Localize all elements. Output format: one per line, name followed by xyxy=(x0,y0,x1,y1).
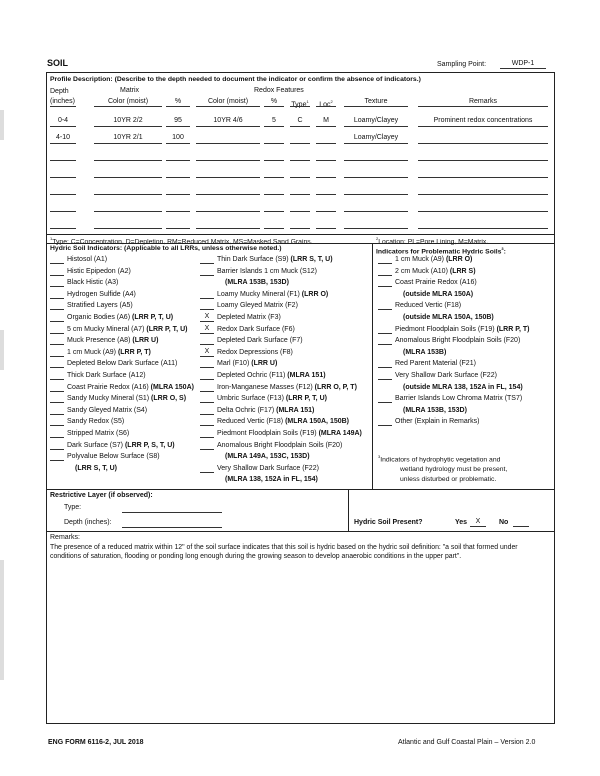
restrictive-depth-label: Depth (inches): xyxy=(64,519,112,526)
indicator-item[interactable] xyxy=(378,336,520,345)
profile-matrix-color-cell[interactable]: 10YR 2/2 xyxy=(113,117,143,124)
indicator-label: Very Shallow Dark Surface (F22) xyxy=(395,372,497,379)
indicator-label: Redox Dark Surface (F6) xyxy=(217,325,295,333)
indicator-checkbox[interactable] xyxy=(50,255,64,264)
indicator-item[interactable] xyxy=(200,313,281,322)
indicator-label: Anomalous Bright Floodplain Soils (F20) xyxy=(395,337,521,345)
indicator-item[interactable] xyxy=(200,255,333,264)
indicator-checkbox[interactable] xyxy=(378,336,392,345)
scan-edge xyxy=(0,110,4,140)
indicator-checkbox[interactable] xyxy=(378,278,392,287)
indicator-label: 1 cm Muck (A9) xyxy=(395,256,446,263)
indicator-region-note: (LRR U) xyxy=(251,360,278,368)
hydric-yes-field[interactable]: X xyxy=(470,517,486,527)
indicator-checkbox[interactable] xyxy=(200,359,214,368)
indicator-item[interactable] xyxy=(200,336,303,345)
indicator-label: Sandy Gleyed Matrix (S4) xyxy=(67,406,148,414)
indicator-checkbox[interactable] xyxy=(200,371,214,380)
footnote-location-text: Location: PL=Pore Lining, M=Matrix. xyxy=(378,238,489,246)
profile-texture-cell[interactable]: Loamy/Clayey xyxy=(353,134,399,141)
indicator-checkbox[interactable]: X xyxy=(200,348,214,357)
indicator-item[interactable] xyxy=(50,267,131,276)
indicator-item[interactable] xyxy=(378,255,472,264)
indicator-item[interactable] xyxy=(378,301,461,310)
indicator-item[interactable] xyxy=(50,394,186,403)
indicator-label: Barrier Islands Low Chroma Matrix (TS7) xyxy=(395,395,523,403)
indicator-label: Marl (F10) xyxy=(217,360,252,368)
profile-depth-cell[interactable]: 4-10 xyxy=(55,134,70,141)
indicator-item[interactable] xyxy=(200,464,319,473)
indicator-label: Piedmont Floodplain Soils (F19) xyxy=(217,430,319,437)
indicator-item[interactable] xyxy=(200,394,327,403)
indicator-label: Depleted Dark Surface (F7) xyxy=(217,337,303,345)
indicator-region-note: (MLRA 149A, 153C, 153D) xyxy=(225,453,310,461)
indicator-region-note: (LRR S) xyxy=(449,267,476,275)
indicator-item[interactable] xyxy=(50,417,124,426)
indicator-label: Thin Dark Surface (S9) xyxy=(217,256,291,263)
indicator-checkbox[interactable] xyxy=(50,394,64,403)
indicator-region-note: (LRR S, T, U) xyxy=(290,256,333,263)
indicator-label: Coast Prairie Redox (A16) xyxy=(395,279,477,287)
indicator-checkbox[interactable] xyxy=(200,441,214,450)
footnote-3-line-3: unless disturbed or problematic. xyxy=(400,476,497,484)
indicator-label: Muck Presence (A8) xyxy=(67,337,133,345)
col-color-redox: Color (moist) xyxy=(207,98,249,105)
group-redox: Redox Features xyxy=(254,87,304,94)
profile-redox-color-cell[interactable]: 10YR 4/6 xyxy=(213,117,243,124)
indicator-item[interactable] xyxy=(200,359,277,368)
footnote-3-line-2: wetland hydrology must be present, xyxy=(400,466,508,474)
indicator-checkbox[interactable] xyxy=(200,267,214,276)
profile-description-heading: Profile Description: (Describe to the depth needed to document the indicator or confirm the absence of indicators.) xyxy=(50,76,421,83)
indicator-item[interactable] xyxy=(200,383,357,392)
col-type: Type$^1$ xyxy=(291,99,309,109)
indicator-item xyxy=(378,348,446,357)
restrictive-layer-heading: Restrictive Layer (if observed): xyxy=(50,492,153,499)
problematic-heading-text: Indicators for Problematic Hydric Soils xyxy=(376,248,502,256)
indicator-label: Red Parent Material (F21) xyxy=(395,360,476,368)
footnote-3: $^3$Indicators of hydrophytic vegetation and wetland hydrology must be present, unless disturbed or problematic. xyxy=(378,454,508,484)
indicator-checkbox[interactable]: X xyxy=(200,313,214,322)
indicator-label: Polyvalue Below Surface (S8) xyxy=(67,453,160,461)
indicator-label: 2 cm Muck (A10) xyxy=(395,267,450,275)
remarks-label: Remarks: xyxy=(50,534,80,541)
indicator-label: Sandy Redox (S5) xyxy=(67,418,125,426)
indicator-label: Depleted Matrix (F3) xyxy=(217,314,281,321)
indicator-region-note: (LRR O, S) xyxy=(151,395,187,403)
indicator-item[interactable] xyxy=(200,429,362,438)
indicator-checkbox[interactable] xyxy=(50,325,64,334)
sampling-point-label: Sampling Point: xyxy=(437,61,487,68)
indicator-label: Very Shallow Dark Surface (F22) xyxy=(217,464,319,472)
indicator-label: Piedmont Floodplain Soils (F19) xyxy=(395,325,497,333)
sampling-point-value[interactable]: WDP-1 xyxy=(500,59,546,69)
profile-texture-cell[interactable]: Loamy/Clayey xyxy=(353,117,399,124)
indicator-checkbox[interactable] xyxy=(200,336,214,345)
group-matrix: Matrix xyxy=(120,87,140,94)
indicator-item xyxy=(378,383,523,392)
indicator-region-note: (LRR P, T) xyxy=(117,348,151,356)
profile-type-cell[interactable]: C xyxy=(297,117,303,124)
indicator-item xyxy=(50,464,117,473)
indicator-item[interactable] xyxy=(50,406,147,415)
indicator-label: Delta Ochric (F17) xyxy=(217,406,277,414)
indicator-label: Depleted Below Dark Surface (A11) xyxy=(67,360,178,368)
indicator-region-note: (LRR O) xyxy=(301,290,329,298)
indicator-item[interactable] xyxy=(378,417,479,426)
indicator-item[interactable] xyxy=(50,255,107,264)
hydric-no-field[interactable] xyxy=(513,517,529,527)
indicator-item[interactable] xyxy=(50,441,175,450)
indicator-checkbox[interactable] xyxy=(50,417,64,426)
indicator-region-note: (MLRA 150A, 150B) xyxy=(285,418,350,426)
col-pct-matrix: % xyxy=(174,98,182,105)
indicator-region-note: (MLRA 149A) xyxy=(318,430,362,437)
indicator-item[interactable] xyxy=(50,313,173,322)
profile-depth-cell[interactable]: 0-4 xyxy=(57,117,69,124)
indicator-label: Sandy Mucky Mineral (S1) xyxy=(67,395,152,403)
indicator-item[interactable] xyxy=(50,301,133,310)
indicator-region-note: (MLRA 153B, 153D) xyxy=(225,279,289,287)
indicator-item[interactable] xyxy=(200,371,326,380)
indicator-item[interactable] xyxy=(378,267,476,276)
indicator-region-note: (LRR P, T) xyxy=(496,325,530,333)
indicator-item xyxy=(200,475,318,484)
indicator-item xyxy=(378,290,473,299)
indicator-checkbox[interactable] xyxy=(50,313,64,322)
col-color-matrix: Color (moist) xyxy=(107,98,149,105)
indicator-item xyxy=(378,406,467,415)
indicator-region-note: (MLRA 151) xyxy=(276,406,315,414)
indicator-item[interactable] xyxy=(50,290,136,299)
indicator-checkbox[interactable] xyxy=(50,452,64,461)
indicator-label: Barrier Islands 1 cm Muck (S12) xyxy=(217,267,317,275)
indicator-checkbox[interactable] xyxy=(50,429,64,438)
indicator-checkbox[interactable] xyxy=(50,301,64,310)
indicator-checkbox[interactable] xyxy=(50,348,64,357)
footnote-type-text: Type: C=Concentration, D=Depletion, RM=Reduced Matrix, MS=Masked Sand Grains. xyxy=(52,238,313,246)
section-title: SOIL xyxy=(47,58,69,68)
indicator-region-note: (LRR P, S, T, U) xyxy=(124,441,175,449)
indicator-region-note: (outside MLRA 150A) xyxy=(403,290,474,298)
indicator-checkbox[interactable] xyxy=(50,441,64,450)
indicator-item[interactable] xyxy=(378,371,497,380)
col-texture: Texture xyxy=(364,98,388,105)
indicator-region-note: (LRR S, T, U) xyxy=(75,464,117,472)
indicator-checkbox[interactable] xyxy=(50,278,64,287)
problematic-indicators-heading: Indicators for Problematic Hydric Soils$^3$: xyxy=(376,246,506,256)
indicator-region-note: (LRR P, T, U) xyxy=(146,325,188,333)
col-remarks: Remarks xyxy=(468,98,497,105)
indicator-region-note: (LRR P, T, U) xyxy=(285,395,327,403)
hydric-yes-label: Yes xyxy=(455,519,468,526)
form-number: ENG FORM 6116-2, JUL 2018 xyxy=(48,739,144,746)
indicator-region-note: (LRR U) xyxy=(132,337,159,345)
col-loc-label: Loc xyxy=(319,101,331,109)
indicator-item[interactable] xyxy=(50,371,146,380)
hydric-soil-present-label: Hydric Soil Present? xyxy=(354,519,423,526)
form-region: Atlantic and Gulf Coastal Plain – Version 2.0 xyxy=(398,739,536,746)
indicator-checkbox[interactable] xyxy=(378,371,392,380)
indicator-label: Stratified Layers (A5) xyxy=(67,302,133,310)
profile-remarks-cell[interactable]: Prominent redox concentrations xyxy=(433,117,533,124)
indicator-region-note: (MLRA 151) xyxy=(287,372,326,379)
indicator-item[interactable] xyxy=(50,383,194,392)
indicator-checkbox[interactable] xyxy=(50,336,64,345)
indicator-label: Reduced Vertic (F18) xyxy=(217,418,286,426)
indicator-checkbox[interactable] xyxy=(50,371,64,380)
indicator-item[interactable] xyxy=(200,301,298,310)
indicator-item xyxy=(378,313,494,322)
indicator-checkbox[interactable] xyxy=(200,464,214,473)
indicator-checkbox[interactable] xyxy=(200,406,214,415)
indicator-checkbox[interactable] xyxy=(50,267,64,276)
indicator-label: Redox Depressions (F8) xyxy=(217,348,293,356)
hydric-no-label: No xyxy=(499,519,509,526)
indicator-checkbox[interactable] xyxy=(50,290,64,299)
indicator-label: Depleted Ochric (F11) xyxy=(217,372,288,379)
profile-loc-cell[interactable]: M xyxy=(323,117,329,124)
indicator-label: Loamy Mucky Mineral (F1) xyxy=(217,290,302,298)
indicator-region-note: (outside MLRA 150A, 150B) xyxy=(403,314,494,321)
indicator-item[interactable] xyxy=(378,325,530,334)
indicator-item[interactable] xyxy=(200,417,349,426)
indicator-label: Umbric Surface (F13) xyxy=(217,395,286,403)
scan-edge xyxy=(0,560,4,680)
indicator-item[interactable] xyxy=(50,452,160,461)
footnote-type: $^1$Type: C=Concentration, D=Depletion, RM=Reduced Matrix, MS=Masked Sand Grains. xyxy=(50,236,313,246)
indicator-label: Hydrogen Sulfide (A4) xyxy=(67,290,136,298)
indicator-checkbox[interactable] xyxy=(50,359,64,368)
indicator-region-note: (LRR P, T, U) xyxy=(131,314,174,321)
indicator-checkbox[interactable] xyxy=(50,406,64,415)
indicator-item[interactable] xyxy=(50,359,177,368)
indicator-checkbox[interactable] xyxy=(378,325,392,334)
indicator-checkbox[interactable] xyxy=(200,290,214,299)
indicator-item[interactable] xyxy=(50,278,118,287)
indicator-checkbox[interactable] xyxy=(200,417,214,426)
indicator-label: Black Histic (A3) xyxy=(67,279,119,287)
col-depth-unit: (inches) xyxy=(50,98,75,105)
indicator-checkbox[interactable] xyxy=(378,417,392,426)
profile-redox-pct-cell[interactable]: 5 xyxy=(272,117,276,124)
indicator-checkbox[interactable] xyxy=(200,394,214,403)
indicator-checkbox[interactable] xyxy=(200,429,214,438)
indicator-region-note: (MLRA 150A) xyxy=(150,383,194,391)
indicator-item[interactable] xyxy=(200,325,295,334)
indicator-item[interactable] xyxy=(50,336,158,345)
indicator-checkbox[interactable] xyxy=(200,255,214,264)
indicator-item[interactable] xyxy=(200,267,317,276)
indicator-item[interactable] xyxy=(200,441,342,450)
col-pct-redox: % xyxy=(270,98,278,105)
indicator-item[interactable] xyxy=(50,348,151,357)
col-type-label: Type xyxy=(291,101,307,109)
indicator-label: Histic Epipedon (A2) xyxy=(67,267,131,275)
indicator-label: Coast Prairie Redox (A16) xyxy=(67,383,151,391)
indicator-item xyxy=(200,278,289,287)
indicator-label: Stripped Matrix (S6) xyxy=(67,430,130,437)
col-depth: Depth xyxy=(50,88,69,95)
indicator-item[interactable] xyxy=(200,348,293,357)
indicator-checkbox[interactable] xyxy=(378,394,392,403)
remarks-text[interactable]: The presence of a reduced matrix within 12" of the soil surface indicates that this soil is hydric based on the hydric soil definition: "a soil that formed under conditions of saturation, flooding or ponding long enough during the growing season to develop anaerobic conditions in the upper part". xyxy=(50,544,518,560)
indicator-item xyxy=(200,452,310,461)
indicator-item[interactable] xyxy=(200,406,314,415)
indicator-item[interactable] xyxy=(200,290,328,299)
indicator-label: 1 cm Muck (A9) xyxy=(67,348,118,356)
profile-matrix-pct-cell[interactable]: 95 xyxy=(174,117,182,124)
indicator-label: Dark Surface (S7) xyxy=(67,441,125,449)
indicator-label: Reduced Vertic (F18) xyxy=(395,302,462,310)
indicator-item[interactable] xyxy=(50,429,129,438)
indicator-item[interactable] xyxy=(378,278,477,287)
indicator-region-note: (MLRA 153B) xyxy=(403,348,447,356)
indicator-checkbox[interactable] xyxy=(50,383,64,392)
indicator-checkbox[interactable] xyxy=(200,383,214,392)
indicator-region-note: (LRR O, P, T) xyxy=(314,383,357,391)
col-loc: Loc$^2$ xyxy=(319,99,333,109)
profile-matrix-color-cell[interactable]: 10YR 2/1 xyxy=(113,134,143,141)
indicator-checkbox[interactable]: X xyxy=(200,325,214,334)
indicator-region-note: (MLRA 138, 152A in FL, 154) xyxy=(225,476,318,484)
indicator-label: Other (Explain in Remarks) xyxy=(395,418,480,426)
indicator-item[interactable] xyxy=(50,325,187,334)
indicator-region-note: (LRR O) xyxy=(445,256,473,263)
indicator-label: Anomalous Bright Floodplain Soils (F20) xyxy=(217,441,343,449)
indicator-checkbox[interactable] xyxy=(378,301,392,310)
restrictive-type-field[interactable] xyxy=(122,503,222,513)
restrictive-depth-field[interactable] xyxy=(122,518,222,528)
profile-matrix-pct-cell[interactable]: 100 xyxy=(172,134,184,141)
indicator-checkbox[interactable] xyxy=(378,255,392,264)
indicator-label: Organic Bodies (A6) xyxy=(67,314,132,321)
indicator-region-note: (outside MLRA 138, 152A in FL, 154) xyxy=(403,383,523,391)
indicator-checkbox[interactable] xyxy=(378,359,392,368)
indicator-label: Loamy Gleyed Matrix (F2) xyxy=(217,302,298,310)
indicator-region-note: (MLRA 153B, 153D) xyxy=(403,406,467,414)
indicator-checkbox[interactable] xyxy=(378,267,392,276)
indicator-checkbox[interactable] xyxy=(200,301,214,310)
indicator-label: Thick Dark Surface (A12) xyxy=(67,372,146,379)
indicator-label: 5 cm Mucky Mineral (A7) xyxy=(67,325,147,333)
restrictive-type-label: Type: xyxy=(64,504,82,511)
indicator-label: Iron-Manganese Masses (F12) xyxy=(217,383,315,391)
indicator-label: Histosol (A1) xyxy=(67,256,108,263)
footnote-location: $^2$Location: PL=Pore Lining, M=Matrix. xyxy=(376,236,489,246)
scan-edge xyxy=(0,330,4,370)
indicator-item[interactable] xyxy=(378,394,522,403)
footnote-3-line-1: Indicators of hydrophytic vegetation and xyxy=(380,456,501,464)
hydric-indicators-heading: Hydric Soil Indicators: (Applicable to all LRRs, unless otherwise noted.) xyxy=(50,245,282,252)
indicator-item[interactable] xyxy=(378,359,476,368)
